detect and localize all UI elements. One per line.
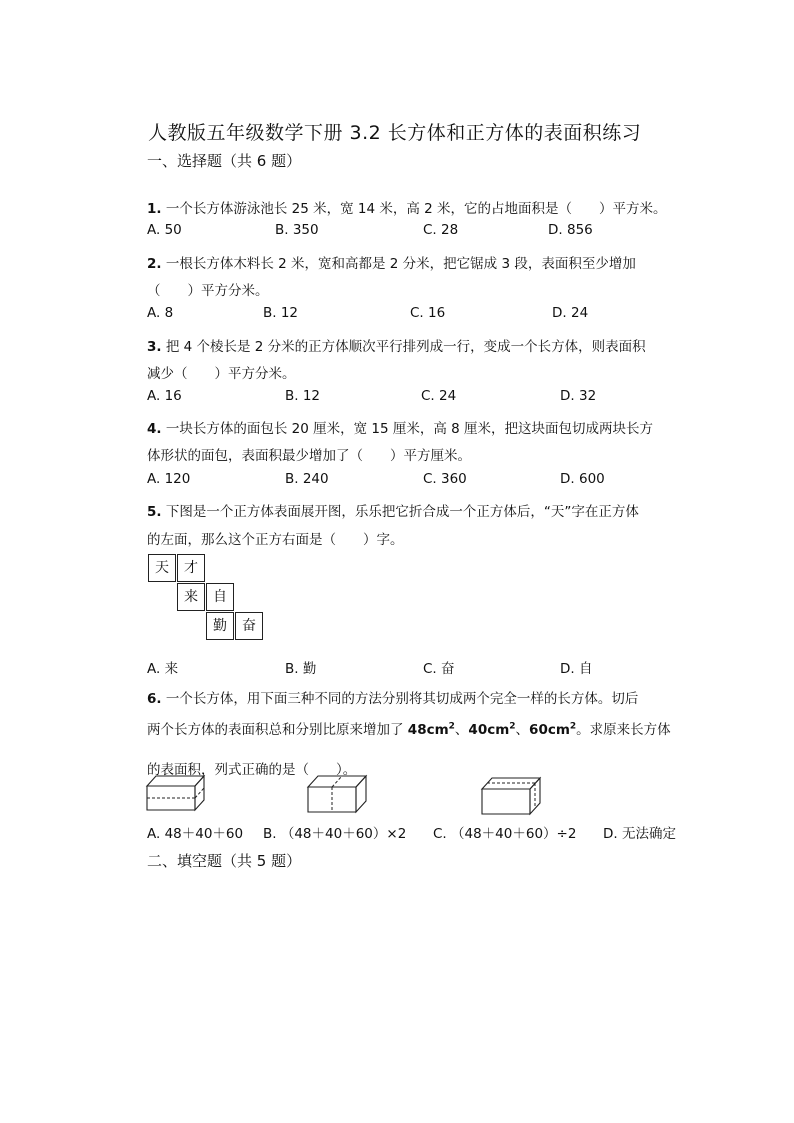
q6-option-d: D. 无法确定 xyxy=(603,826,676,842)
q6-option-a: A. 48＋40＋60 xyxy=(147,826,244,842)
question-number: 6. xyxy=(147,691,162,707)
q1-option-b: B. 350 xyxy=(275,222,319,238)
question-line: 两个长方体的表面积总和分别比原来增加了 xyxy=(147,722,408,738)
q2-option-b: B. 12 xyxy=(263,305,299,321)
square-exponent: 2 xyxy=(509,721,516,732)
question-3-line-2: 减少（ ）平方分米。 xyxy=(147,366,296,382)
area-value: 60cm xyxy=(529,722,570,738)
net-cell: 来 xyxy=(177,583,205,611)
q2-option-d: D. 24 xyxy=(552,305,589,321)
q5-option-d: D. 自 xyxy=(560,661,593,677)
q2-option-a: A. 8 xyxy=(147,305,174,321)
q6-option-b: B. （48＋40＋60）×2 xyxy=(263,826,407,842)
q4-option-b: B. 240 xyxy=(285,471,329,487)
question-3-text xyxy=(147,335,646,355)
q5-option-a: A. 来 xyxy=(147,661,179,677)
q3-option-b: B. 12 xyxy=(285,388,321,404)
q5-option-c: C. 奋 xyxy=(423,661,455,677)
separator: 、 xyxy=(454,722,469,738)
question-6-line-3: 的表面积，列式正确的是（ ）。 xyxy=(147,762,357,778)
document-title: 人教版五年级数学下册 3.2 长方体和正方体的表面积练习 xyxy=(148,122,642,144)
question-line: 下图是一个正方体表面展开图，乐乐把它折合成一个正方体后，“天”字在正方体 xyxy=(165,504,639,520)
q6-option-c: C. （48＋40＋60）÷2 xyxy=(433,826,577,842)
q1-option-a: A. 50 xyxy=(147,222,182,238)
question-1-text xyxy=(147,197,667,217)
cuboid-depth-cut-figure xyxy=(481,776,543,816)
q4-option-c: C. 360 xyxy=(423,471,467,487)
q4-option-a: A. 120 xyxy=(147,471,191,487)
area-value: 40cm xyxy=(468,722,510,738)
question-number: 3. xyxy=(147,339,162,355)
question-6-line-2 xyxy=(147,718,671,738)
question-number: 1. xyxy=(147,201,162,217)
section-heading-fill: 二、填空题（共 5 题） xyxy=(147,852,302,870)
question-6-text xyxy=(147,687,638,707)
question-2-line-2: （ ）平方分米。 xyxy=(147,283,269,299)
question-4-text xyxy=(147,417,653,437)
q3-option-c: C. 24 xyxy=(421,388,457,404)
q1-option-c: C. 28 xyxy=(423,222,459,238)
net-cell: 自 xyxy=(206,583,234,611)
square-exponent: 2 xyxy=(448,721,455,732)
cuboid-horizontal-cut-figure xyxy=(146,774,208,812)
square-exponent: 2 xyxy=(569,721,577,732)
net-cell: 奋 xyxy=(235,612,263,640)
question-2-text xyxy=(147,252,636,272)
q1-option-d: D. 856 xyxy=(548,222,593,238)
q4-option-d: D. 600 xyxy=(560,471,605,487)
q3-option-d: D. 32 xyxy=(560,388,597,404)
q2-option-c: C. 16 xyxy=(410,305,446,321)
question-line: 一个长方体，用下面三种不同的方法分别将其切成两个完全一样的长方体。切后 xyxy=(165,691,639,707)
question-line: 把 4 个棱长是 2 分米的正方体顺次平行排列成一行，变成一个长方体，则表面积 xyxy=(165,339,646,355)
question-number: 5. xyxy=(147,504,162,520)
question-5-text xyxy=(147,500,639,520)
area-value: 48cm xyxy=(407,722,449,738)
question-line: 一个长方体游泳池长 25 米，宽 14 米，高 2 米，它的占地面积是（ ）平方米。 xyxy=(165,201,667,217)
net-cell: 才 xyxy=(177,554,205,582)
q5-option-b: B. 勤 xyxy=(285,661,317,677)
net-cell: 勤 xyxy=(206,612,234,640)
net-cell: 天 xyxy=(148,554,176,582)
question-line: 一根长方体木料长 2 米，宽和高都是 2 分米，把它锯成 3 段，表面积至少增加 xyxy=(165,256,636,272)
question-number: 4. xyxy=(147,421,162,437)
question-line: 。求原来长方体 xyxy=(576,722,671,738)
question-4-line-2: 体形状的面包，表面积最少增加了（ ）平方厘米。 xyxy=(147,448,471,464)
question-5-line-2: 的左面，那么这个正方右面是（ ）字。 xyxy=(147,532,404,548)
section-heading-choice: 一、选择题（共 6 题） xyxy=(147,152,302,170)
separator: 、 xyxy=(515,722,530,738)
question-number: 2. xyxy=(147,256,162,272)
q3-option-a: A. 16 xyxy=(147,388,182,404)
cuboid-vertical-cut-figure xyxy=(307,774,369,814)
question-line: 一块长方体的面包长 20 厘米，宽 15 厘米，高 8 厘米，把这块面包切成两块长方 xyxy=(165,421,654,437)
